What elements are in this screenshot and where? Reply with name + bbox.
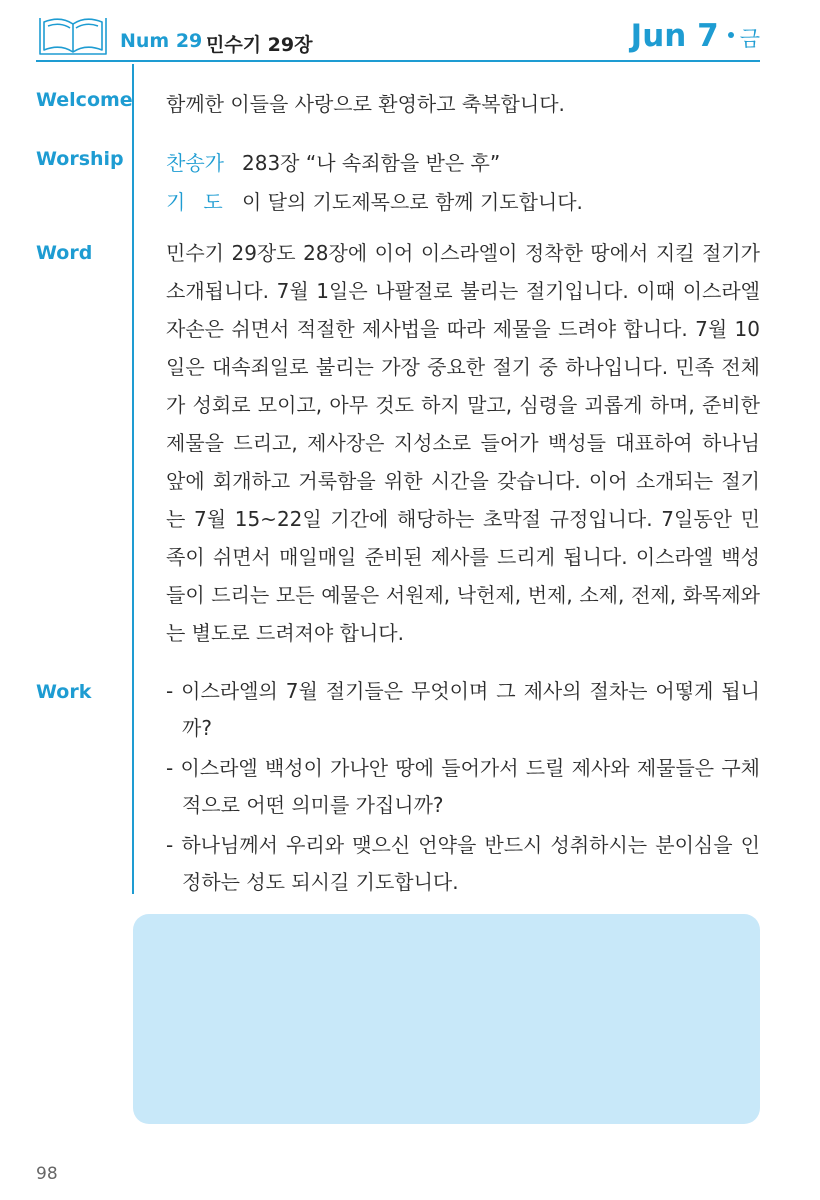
open-book-icon <box>36 14 110 58</box>
worship-hymn-row <box>166 147 500 176</box>
work-item: - 이스라엘의 7월 절기들은 무엇이며 그 제사의 절차는 어떻게 됩니까? <box>166 679 760 740</box>
work-item: - 이스라엘 백성이 가나안 땅에 들어가서 드릴 제사와 제물들은 구체적으로 어떤 의미를 가집니까? <box>166 756 760 817</box>
hymn-key: 찬송가 <box>166 151 224 175</box>
header-rule <box>36 60 760 62</box>
section-divider-line <box>132 64 134 894</box>
hymn-value: 283장 “나 속죄함을 받은 후” <box>242 151 501 175</box>
prayer-value: 이 달의 기도제목으로 함께 기도합니다. <box>242 190 583 214</box>
notes-box[interactable] <box>133 914 760 1124</box>
welcome-label: Welcome <box>36 89 133 111</box>
date-block <box>631 18 760 54</box>
date: Jun 7 <box>630 18 719 54</box>
word-text: 민수기 29장도 28장에 이어 이스라엘이 정착한 땅에서 지킬 절기가 소개됩니다. 7월 1일은 나팔절로 불리는 절기입니다. 이때 이스라엘 자손은 쉬면서 적절한 제사법을 따라 제물을 드려야 합니다. 7월 10일은 대속죄일로 불리는 가장 중요한 절기 중 하나입니다. 민족 전체가 성회로 모이고, 아무 것도 하지 말고, 심령을 괴롭게 하며, 준비한 제물을 드리고, 제사장은 지성소로 들어가 백성들 대표하여 하나님 앞에 회개하고 거룩함을 위한 시간을 갖습니다. 이어 소개되는 절기는 7월 15~22일 기간에 해당하는 초막절 규정입니다. 7일동안 민족이 쉬면서 매일매일 준비된 제사를 드리게 됩니다. 이스라엘 백성들이 드리는 모든 예물은 서원제, 낙헌제, 번제, 소제, 전제, 화목제와는 별도로 드려져야 합니다. <box>166 241 760 645</box>
worship-prayer-row <box>166 186 583 215</box>
welcome-text: 함께한 이들을 사랑으로 환영하고 축복합니다. <box>166 92 565 116</box>
weekday: 금 <box>739 27 760 51</box>
prayer-key: 기도 <box>166 190 241 214</box>
book-number: Num 29 <box>120 30 203 52</box>
worship-label: Worship <box>36 148 124 170</box>
word-label: Word <box>36 242 93 264</box>
date-separator-dot <box>728 32 734 38</box>
work-item: - 하나님께서 우리와 맺으신 언약을 반드시 성취하시는 분이심을 인정하는 성도 되시길 기도합니다. <box>166 833 760 894</box>
work-label: Work <box>36 681 92 703</box>
page-header <box>36 14 760 62</box>
chapter-title: 민수기 29장 <box>206 34 313 56</box>
page-number: 98 <box>36 1164 58 1184</box>
